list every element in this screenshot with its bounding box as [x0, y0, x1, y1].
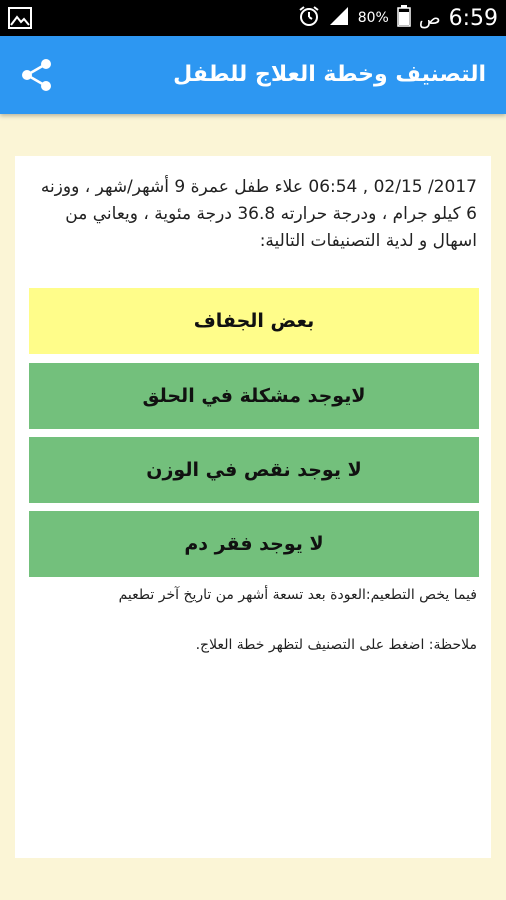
ampm-indicator: ص [418, 7, 441, 29]
classification-button-throat[interactable]: لايوجد مشكلة في الحلق [29, 363, 479, 429]
battery-percent: 80% [357, 10, 389, 26]
hint-note: ملاحظة: اضغط على التصنيف لتظهر خطة العلاج. [195, 637, 477, 653]
clock: 6:59 [448, 5, 498, 31]
result-card [15, 156, 491, 858]
child-info-text: 2017/ 02/15 , 06:54 علاء طفل عمرة 9 أشهر/شهر ، ووزنه 6 كيلو جرام ، ودرجة حرارته 36.8 درجة مئوية ، ويعاني من اسهال و لدية التصنيفات التالية: [40, 177, 477, 251]
gallery-icon [8, 7, 32, 29]
battery-icon [397, 5, 411, 31]
app-bar [0, 36, 506, 114]
share-icon[interactable] [18, 56, 56, 94]
alarm-icon [298, 5, 320, 31]
classification-button-dehydration[interactable]: بعض الجفاف [29, 288, 479, 354]
classification-button-anemia[interactable]: لا يوجد فقر دم [29, 511, 479, 577]
vaccination-note: فيما يخص التطعيم:العودة بعد تسعة أشهر من تاريخ آخر تطعيم [118, 587, 477, 603]
page-title: التصنيف وخطة العلاج للطفل [173, 62, 486, 87]
signal-icon [328, 5, 350, 31]
classification-button-weight[interactable]: لا يوجد نقص في الوزن [29, 437, 479, 503]
status-bar [0, 0, 506, 36]
